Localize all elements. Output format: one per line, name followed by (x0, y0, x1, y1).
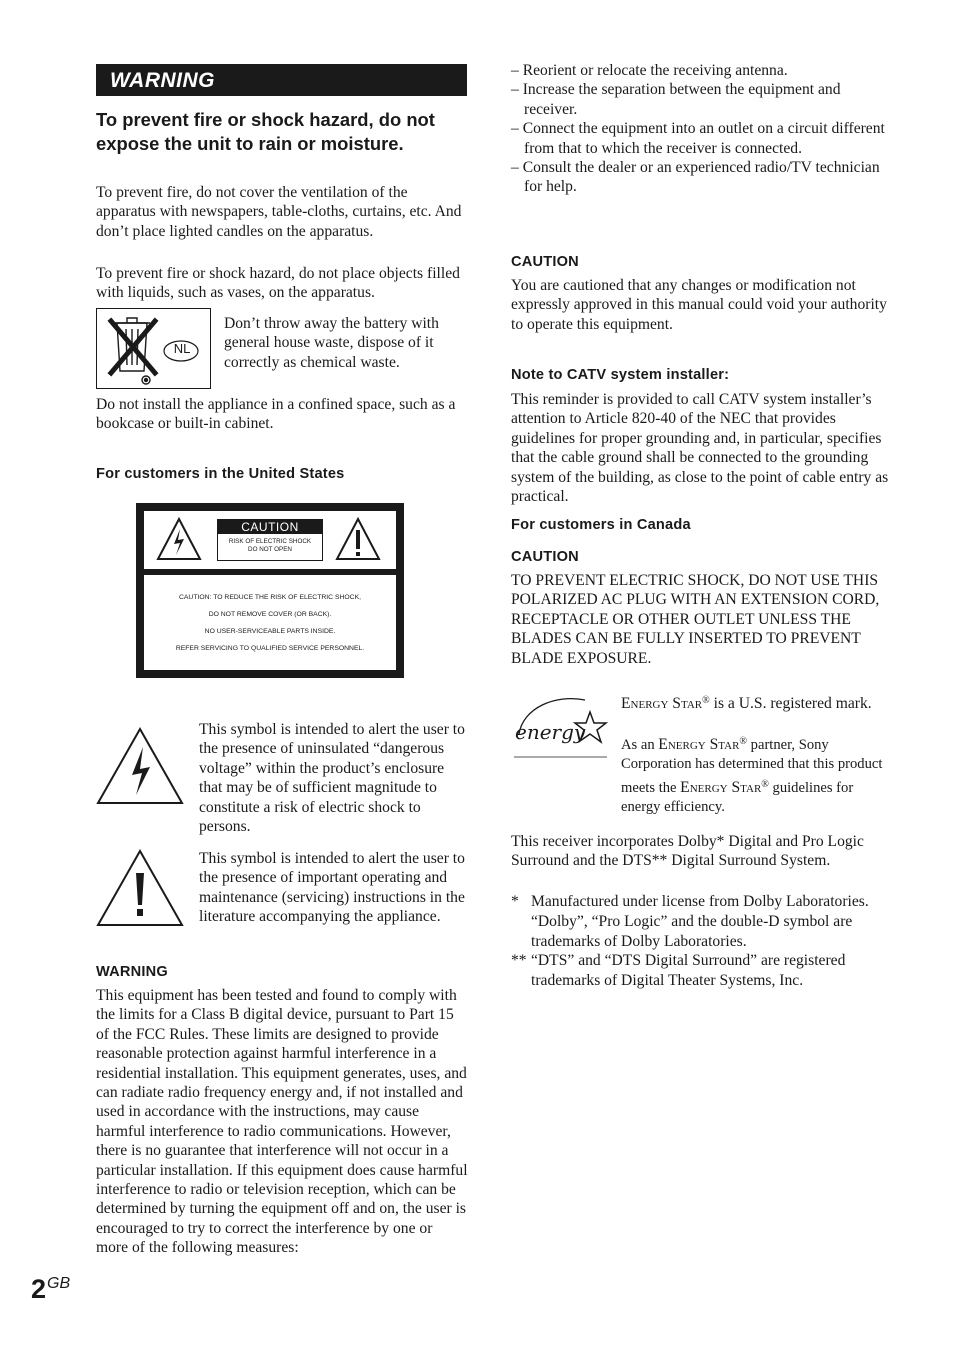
registered-mark: ® (739, 736, 748, 747)
exclamation-symbol-text: This symbol is intended to alert the user to the presence of important operating and maintenance (servicing) instructions in the literature accompanying the appliance. (199, 850, 465, 926)
footnote-text: “Dolby”, “Pro Logic” and the double-D symbol are trademarks of Dolby Laboratories. (531, 913, 853, 950)
caution-label-sub2: DO NOT OPEN (248, 546, 292, 553)
fcc-warning-text: This equipment has been tested and found to comply with the limits for a Class B digital device, pursuant to Part 15 of the FCC Rules. These limits are designed to provide reasonable protection against harmful interference in a residential installation. This equipment generates, uses, and can radiate radio frequency energy and, if not installed and used in accordance with the instructions, may cause harmful interference to radio communications. However, there is no guarantee that interference will not occur in a particular installation. If this equipment does cause harmful interference to radio or television reception, which can be determined by turning the equipment off and on, the user is encouraged to try to correct the interference by one or more of the following measures: (96, 987, 468, 1257)
list-item: – Consult the dealer or an experienced radio/TV technician for help. (511, 159, 880, 196)
footnote-text: “DTS” and “DTS Digital Surround” are registered trademarks of Digital Theater Systems, Inc. (531, 952, 846, 989)
catv-heading: Note to CATV system installer: (511, 367, 730, 383)
energy-star-line2 (621, 732, 891, 818)
paragraph-liquids: To prevent fire or shock hazard, do not place objects filled with liquids, such as vases, on the apparatus. (96, 265, 460, 302)
battery-disposal-symbol (96, 308, 211, 389)
caution-heading: CAUTION (511, 254, 579, 270)
canada-heading: For customers in Canada (511, 517, 691, 533)
exclamation-triangle-icon (96, 849, 184, 927)
list-item: – Reorient or relocate the receiving antenna. (511, 62, 788, 79)
main-heading: To prevent fire or shock hazard, do not expose the unit to rain or moisture. (96, 109, 435, 154)
footnote (511, 912, 891, 951)
interference-measures-list (511, 61, 891, 197)
energy-star-line2-end: guidelines for energy efficiency. (621, 779, 854, 816)
registered-mark: ® (702, 695, 710, 706)
page-number-value: 2 (31, 1274, 47, 1304)
footnotes (511, 892, 891, 990)
page-number-suffix: GB (47, 1275, 71, 1292)
footnote (511, 892, 891, 911)
energy-star-line2-suffix: partner, Sony Corporation has determined that this product meets the (621, 737, 883, 796)
voltage-symbol-text: This symbol is intended to alert the user to the presence of uninsulated “dangerous voltage” within the product’s enclosure that may be of sufficient magnitude to constitute a risk of electric shock to persons. (199, 721, 465, 836)
energy-star-brand: Energy Star (680, 778, 762, 796)
list-item: – Increase the separation between the equipment and receiver. (511, 81, 841, 118)
paragraph-confined-space: Do not install the appliance in a confined space, such as a bookcase or built-in cabinet. (96, 396, 456, 433)
canada-caution-heading: CAUTION (511, 549, 579, 565)
caution-text: You are cautioned that any changes or modification not expressly approved in this manual could void your authority to operate this equipment. (511, 277, 887, 333)
energy-star-logo (511, 690, 611, 760)
energy-star-line1 (621, 691, 891, 713)
footnote-mark: ** (511, 952, 527, 970)
registered-mark: ® (761, 778, 769, 790)
battery-disposal-text: Don’t throw away the battery with general house waste, dispose of it correctly as chemical waste. (224, 315, 439, 371)
dolby-dts-text: This receiver incorporates Dolby* Digital and Pro Logic Surround and the DTS** Digital Surround System. (511, 833, 864, 870)
nl-label: NL (173, 341, 191, 356)
footnote-mark (511, 912, 531, 951)
energy-star-brand: Energy Star (621, 695, 703, 712)
energy-star-brand: Energy Star (658, 736, 740, 753)
caution-label-sub1: RISK OF ELECTRIC SHOCK (228, 538, 312, 545)
footnote-text: Manufactured under license from Dolby Laboratories. (531, 893, 869, 910)
energy-logo-script: energy (515, 720, 586, 744)
warning-heading: WARNING (96, 964, 168, 980)
us-customers-heading: For customers in the United States (96, 466, 345, 482)
exclamation-warning-icon (335, 517, 381, 561)
list-item: – Connect the equipment into an outlet on a circuit different from that to which the receiver is connected. (511, 120, 885, 157)
catv-text: This reminder is provided to call CATV system installer’s attention to Article 820-40 of the NEC that provides guidelines for proper grounding and, in particular, specifies that the cable ground shall be connected to the grounding system of the building, as close to the point of cable entry as practical. (511, 391, 889, 506)
voltage-warning-icon (156, 517, 202, 561)
energy-star-line2-prefix: As an (621, 737, 659, 753)
warning-title-bar: WARNING (96, 64, 467, 96)
footnote (511, 951, 891, 990)
canada-caution-text: TO PREVENT ELECTRIC SHOCK, DO NOT USE THIS POLARIZED AC PLUG WITH AN EXTENSION CORD, RECEPTACLE OR OTHER OUTLET UNLESS THE BLADES CAN BE FULLY INSERTED TO PREVENT BLADE EXPOSURE. (511, 572, 880, 667)
caution-label-line2: DO NOT REMOVE COVER (OR BACK). (208, 611, 332, 618)
lightning-bolt-triangle-icon (96, 727, 184, 805)
paragraph-fire: To prevent fire, do not cover the ventilation of the apparatus with newspapers, table-cloths, curtains, etc. And don’t place lighted candles on the apparatus. (96, 184, 462, 240)
energy-star-line1-suffix: is a U.S. registered mark. (709, 695, 872, 712)
footnote-mark: * (511, 893, 519, 910)
caution-label-line3: NO USER-SERVICEABLE PARTS INSIDE. (204, 628, 336, 635)
caution-label-title: CAUTION (218, 520, 322, 534)
caution-label-line1: CAUTION: TO REDUCE THE RISK OF ELECTRIC SHOCK, (178, 594, 362, 601)
caution-label-line4: REFER SERVICING TO QUALIFIED SERVICE PERSONNEL. (175, 645, 365, 652)
caution-label (136, 503, 404, 678)
page-number (31, 1274, 70, 1305)
